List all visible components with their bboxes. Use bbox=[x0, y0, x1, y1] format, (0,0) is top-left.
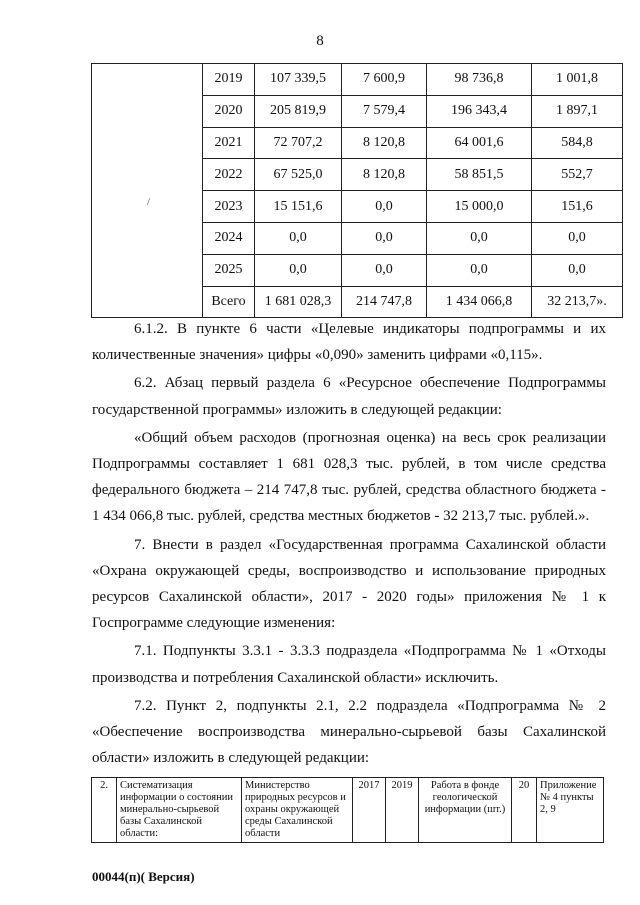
federal-cell: 0,0 bbox=[342, 191, 427, 223]
regional-cell: 98 736,8 bbox=[427, 64, 532, 96]
regional-cell: 58 851,5 bbox=[427, 159, 532, 191]
total-cell: 0,0 bbox=[255, 254, 342, 286]
item-value: 20 bbox=[512, 778, 537, 843]
year-cell: 2020 bbox=[203, 95, 255, 127]
local-cell: 1 001,8 bbox=[532, 64, 623, 96]
item-annex: Приложение № 4 пункты 2, 9 bbox=[537, 778, 604, 843]
year-cell: 2024 bbox=[203, 222, 255, 254]
total-cell: 1 681 028,3 bbox=[255, 286, 342, 318]
regional-cell: 15 000,0 bbox=[427, 191, 532, 223]
local-cell: 151,6 bbox=[532, 191, 623, 223]
item-executor: Министерство природных ресурсов и охраны окружающей среды Сахалинской области bbox=[242, 778, 353, 843]
federal-cell: 7 600,9 bbox=[342, 64, 427, 96]
paragraph-6-2-quote: «Общий объем расходов (прогнозная оценка) на весь срок реализации Подпрограммы составляет 1 681 028,3 тыс. рублей, в том числе средства федерального бюджета – 214 747,8 тыс. рублей, средства областного бюджета - 1 434 066,8 тыс. рублей, средства местных бюджетов - 32 213,7 тыс. рублей.». bbox=[92, 429, 606, 525]
year-cell: Всего bbox=[203, 286, 255, 318]
item-year-start: 2017 bbox=[353, 778, 386, 843]
regional-cell: 196 343,4 bbox=[427, 95, 532, 127]
total-cell: 0,0 bbox=[255, 222, 342, 254]
year-cell: 2023 bbox=[203, 191, 255, 223]
local-cell: 552,7 bbox=[532, 159, 623, 191]
funding-table bbox=[91, 63, 623, 318]
body-text bbox=[92, 316, 606, 771]
regional-cell: 0,0 bbox=[427, 254, 532, 286]
federal-cell: 8 120,8 bbox=[342, 127, 427, 159]
local-cell: 584,8 bbox=[532, 127, 623, 159]
total-cell: 205 819,9 bbox=[255, 95, 342, 127]
paragraph-7-2: 7.2. Пункт 2, подпункты 2.1, 2.2 подраздела «Подпрограмма № 2 «Обеспечение воспроизводства минерально-сырьевой базы Сахалинской области» изложить в следующей редакции: bbox=[92, 697, 606, 767]
local-cell: 1 897,1 bbox=[532, 95, 623, 127]
page-number: 8 bbox=[316, 33, 324, 49]
total-cell: 107 339,5 bbox=[255, 64, 342, 96]
regional-cell: 1 434 066,8 bbox=[427, 286, 532, 318]
item-result: Работа в фонде геологической информации (шт.) bbox=[419, 778, 512, 843]
year-cell: 2025 bbox=[203, 254, 255, 286]
margin-mark: / bbox=[147, 196, 151, 208]
paragraph-6-1-2: 6.1.2. В пункте 6 части «Целевые индикаторы подпрограммы и их количественные значения» цифры «0,090» заменить цифрами «0,115». bbox=[92, 321, 606, 364]
federal-cell: 0,0 bbox=[342, 254, 427, 286]
paragraph-7: 7. Внести в раздел «Государственная программа Сахалинской области «Охрана окружающей среды, воспроизводство и использование природных ресурсов Сахалинской области», 2017 - 2020 годы» приложения № 1 к Госпрограмме следующие изменения: bbox=[92, 536, 606, 632]
regional-cell: 64 001,6 bbox=[427, 127, 532, 159]
paragraph-6-2: 6.2. Абзац первый раздела 6 «Ресурсное обеспечение Подпрограммы государственной программы» изложить в следующей редакции: bbox=[92, 375, 606, 418]
program-table bbox=[91, 777, 604, 843]
federal-cell: 0,0 bbox=[342, 222, 427, 254]
table-row bbox=[92, 64, 623, 96]
item-year-end: 2019 bbox=[386, 778, 419, 843]
local-cell: 32 213,7». bbox=[532, 286, 623, 318]
local-cell: 0,0 bbox=[532, 222, 623, 254]
federal-cell: 8 120,8 bbox=[342, 159, 427, 191]
table-row bbox=[92, 778, 604, 843]
federal-cell: 214 747,8 bbox=[342, 286, 427, 318]
document-footer: 00044(п)( Версия) bbox=[92, 869, 195, 884]
total-cell: 15 151,6 bbox=[255, 191, 342, 223]
year-cell: 2021 bbox=[203, 127, 255, 159]
paragraph-7-1: 7.1. Подпункты 3.3.1 - 3.3.3 подраздела «Подпрограмма № 1 «Отходы производства и потребления Сахалинской области» исключить. bbox=[92, 643, 606, 686]
merged-label-cell bbox=[92, 64, 203, 318]
local-cell: 0,0 bbox=[532, 254, 623, 286]
year-cell: 2019 bbox=[203, 64, 255, 96]
total-cell: 72 707,2 bbox=[255, 127, 342, 159]
total-cell: 67 525,0 bbox=[255, 159, 342, 191]
year-cell: 2022 bbox=[203, 159, 255, 191]
item-name: Систематизация информации о состоянии минерально-сырьевой базы Сахалинской области: bbox=[117, 778, 242, 843]
regional-cell: 0,0 bbox=[427, 222, 532, 254]
federal-cell: 7 579,4 bbox=[342, 95, 427, 127]
item-number: 2. bbox=[92, 778, 117, 843]
